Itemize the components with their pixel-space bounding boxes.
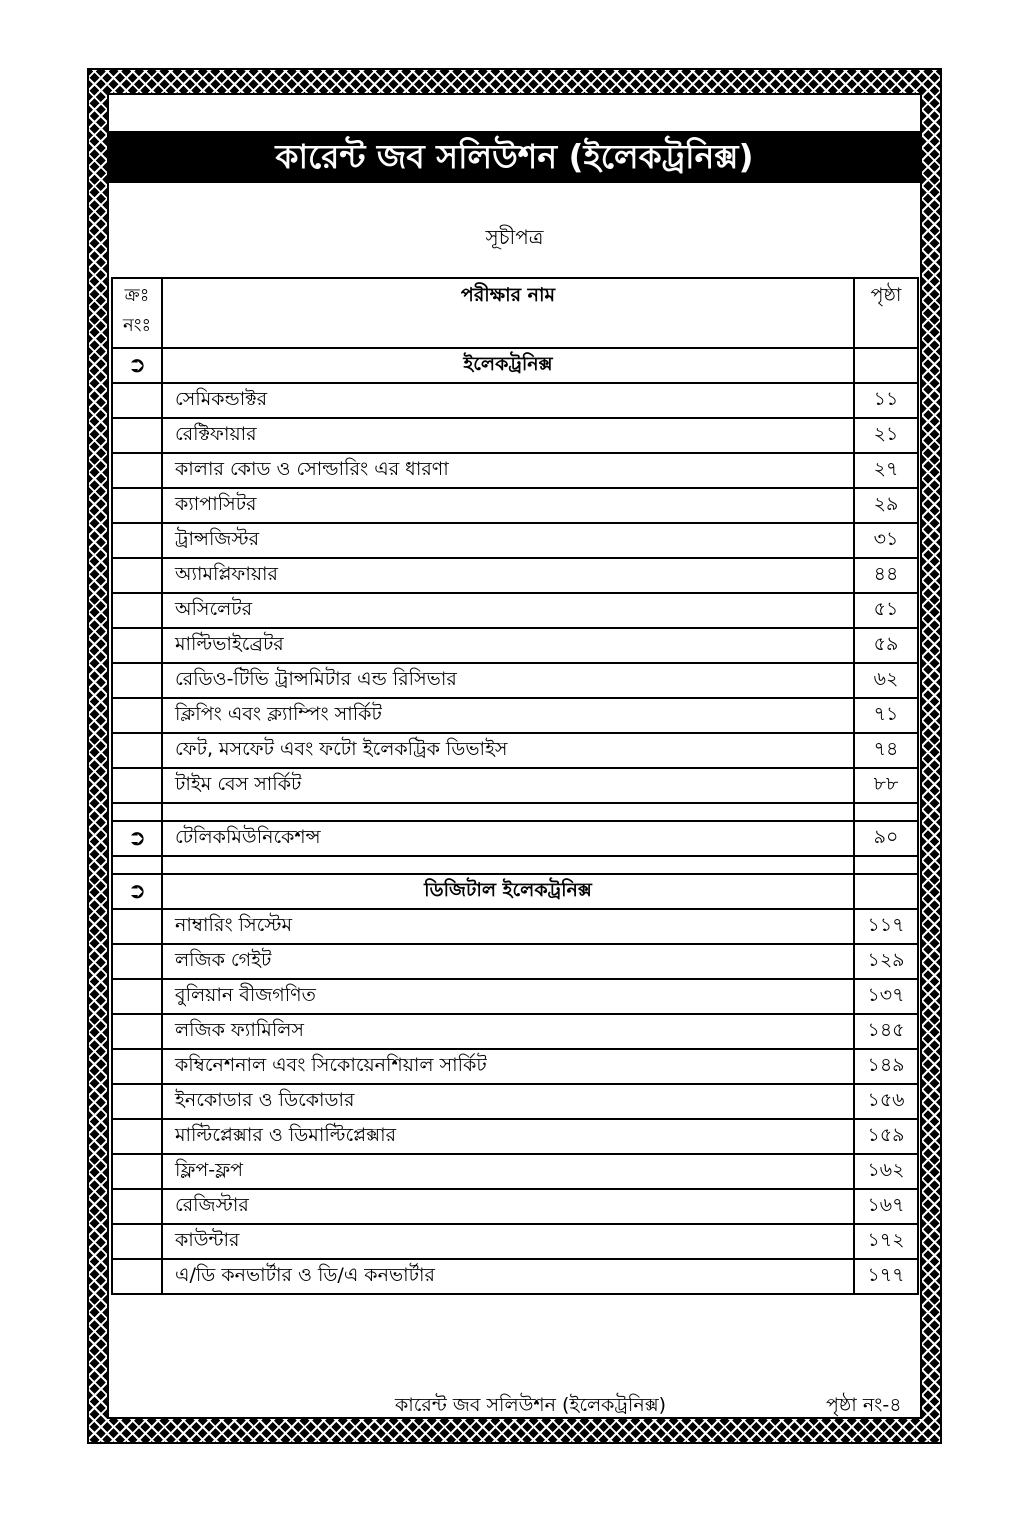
section-page — [854, 348, 918, 383]
serial-cell — [112, 523, 162, 558]
chapter-name: কাউন্টার — [162, 1224, 854, 1259]
serial-cell — [112, 1259, 162, 1294]
chapter-name: লজিক ফ্যামিলিস — [162, 1014, 854, 1049]
chapter-page: ৭৪ — [854, 733, 918, 768]
chapter-page: ২৭ — [854, 453, 918, 488]
chapter-name: এ/ডি কনভার্টার ও ডি/এ কনভার্টার — [162, 1259, 854, 1294]
chapter-page: ১৭২ — [854, 1224, 918, 1259]
footer-title: কারেন্ট জব সলিউশন (ইলেকট্রনিক্স) — [395, 1394, 667, 1416]
serial-cell — [112, 979, 162, 1014]
table-row — [112, 593, 918, 628]
header-serial — [112, 278, 162, 348]
arrow-icon: ➲ — [112, 348, 162, 383]
serial-cell — [112, 1084, 162, 1119]
table-row — [112, 523, 918, 558]
spacer-row — [112, 803, 918, 821]
section-title: টেলিকমিউনিকেশন্স — [162, 821, 854, 856]
chapter-name: অ্যামপ্লিফায়ার — [162, 558, 854, 593]
table-row — [112, 768, 918, 803]
chapter-name: লজিক গেইট — [162, 944, 854, 979]
page-content — [107, 93, 922, 1419]
table-row — [112, 488, 918, 523]
chapter-name: রেজিস্টার — [162, 1189, 854, 1224]
serial-cell — [112, 1189, 162, 1224]
chapter-page: ১৩৭ — [854, 979, 918, 1014]
chapter-page: ১৪৯ — [854, 1049, 918, 1084]
header-page: পৃষ্ঠা — [854, 278, 918, 348]
table-row — [112, 733, 918, 768]
serial-cell — [112, 383, 162, 418]
chapter-page: ১২৯ — [854, 944, 918, 979]
chapter-name: কম্বিনেশনাল এবং সিকোয়েনশিয়াল সার্কিট — [162, 1049, 854, 1084]
chapter-page: ২৯ — [854, 488, 918, 523]
toc-heading: সূচীপত্র — [485, 225, 544, 249]
chapter-page: ১৫৯ — [854, 1119, 918, 1154]
section-row-telecom — [112, 821, 918, 856]
arrow-icon: ➲ — [112, 874, 162, 909]
chapter-name: কালার কোড ও সোল্ডারিং এর ধারণা — [162, 453, 854, 488]
chapter-page: ৫৯ — [854, 628, 918, 663]
arrow-icon: ➲ — [112, 821, 162, 856]
chapter-name: ক্লিপিং এবং ক্ল্যাম্পিং সার্কিট — [162, 698, 854, 733]
chapter-name: রেডিও-টিভি ট্রান্সমিটার এন্ড রিসিভার — [162, 663, 854, 698]
section-title: ইলেকট্রনিক্স — [162, 348, 854, 383]
header-serial-line1: ক্রঃ — [124, 285, 150, 306]
serial-cell — [112, 698, 162, 733]
serial-cell — [112, 1014, 162, 1049]
serial-cell — [112, 1154, 162, 1189]
serial-cell — [112, 628, 162, 663]
table-row — [112, 383, 918, 418]
table-row — [112, 698, 918, 733]
section-row-electronics — [112, 348, 918, 383]
section-title: ডিজিটাল ইলেকট্রনিক্স — [162, 874, 854, 909]
chapter-page: ১১৭ — [854, 909, 918, 944]
table-row — [112, 1154, 918, 1189]
serial-cell — [112, 768, 162, 803]
spacer-row — [112, 856, 918, 874]
section-page — [854, 874, 918, 909]
chapter-name: ক্যাপাসিটর — [162, 488, 854, 523]
serial-cell — [112, 453, 162, 488]
table-row — [112, 558, 918, 593]
chapter-name: ফ্লিপ-ফ্লপ — [162, 1154, 854, 1189]
table-row — [112, 1259, 918, 1294]
serial-cell — [112, 909, 162, 944]
chapter-name: ফেট, মসফেট এবং ফটো ইলেকট্রিক ডিভাইস — [162, 733, 854, 768]
serial-cell — [112, 663, 162, 698]
chapter-page: ১৪৫ — [854, 1014, 918, 1049]
serial-cell — [112, 1119, 162, 1154]
chapter-page: ৭১ — [854, 698, 918, 733]
serial-cell — [112, 1224, 162, 1259]
toc-table — [111, 277, 919, 1295]
chapter-name: সেমিকন্ডাক্টর — [162, 383, 854, 418]
table-row — [112, 418, 918, 453]
table-row — [112, 453, 918, 488]
chapter-name: মাল্টিপ্লেক্সার ও ডিমাল্টিপ্লেক্সার — [162, 1119, 854, 1154]
chapter-name: টাইম বেস সার্কিট — [162, 768, 854, 803]
page-title: কারেন্ট জব সলিউশন (ইলেকট্রনিক্স) — [109, 131, 920, 183]
table-row — [112, 1049, 918, 1084]
table-row — [112, 1189, 918, 1224]
chapter-page: ২১ — [854, 418, 918, 453]
chapter-page: ১১ — [854, 383, 918, 418]
header-serial-line2: নংঃ — [122, 315, 152, 336]
table-row — [112, 663, 918, 698]
section-row-digital — [112, 874, 918, 909]
chapter-page: ৫১ — [854, 593, 918, 628]
chapter-page: ৬২ — [854, 663, 918, 698]
header-name: পরীক্ষার নাম — [162, 278, 854, 348]
table-row — [112, 979, 918, 1014]
serial-cell — [112, 733, 162, 768]
chapter-name: বুলিয়ান বীজগণিত — [162, 979, 854, 1014]
electronics-list — [112, 383, 918, 803]
chapter-name: ইনকোডার ও ডিকোডার — [162, 1084, 854, 1119]
chapter-page: ১৫৬ — [854, 1084, 918, 1119]
table-row — [112, 944, 918, 979]
chapter-page: ১৭৭ — [854, 1259, 918, 1294]
table-row — [112, 909, 918, 944]
serial-cell — [112, 488, 162, 523]
chapter-name: রেক্টিফায়ার — [162, 418, 854, 453]
serial-cell — [112, 418, 162, 453]
chapter-page: ১৬৭ — [854, 1189, 918, 1224]
chapter-page: ১৬২ — [854, 1154, 918, 1189]
chapter-page: ৮৮ — [854, 768, 918, 803]
chapter-name: নাম্বারিং সিস্টেম — [162, 909, 854, 944]
table-row — [112, 628, 918, 663]
serial-cell — [112, 593, 162, 628]
serial-cell — [112, 1049, 162, 1084]
table-row — [112, 1119, 918, 1154]
table-row — [112, 1084, 918, 1119]
table-header — [112, 278, 918, 348]
serial-cell — [112, 944, 162, 979]
section-page: ৯০ — [854, 821, 918, 856]
chapter-name: অসিলেটর — [162, 593, 854, 628]
table-row — [112, 1014, 918, 1049]
chapter-page: ৩১ — [854, 523, 918, 558]
digital-list — [112, 909, 918, 1294]
serial-cell — [112, 558, 162, 593]
chapter-name: মাল্টিভাইব্রেটর — [162, 628, 854, 663]
table-row — [112, 1224, 918, 1259]
chapter-name: ট্রান্সজিস্টর — [162, 523, 854, 558]
chapter-page: ৪৪ — [854, 558, 918, 593]
footer-page-number: পৃষ্ঠা নং-৪ — [826, 1394, 902, 1416]
